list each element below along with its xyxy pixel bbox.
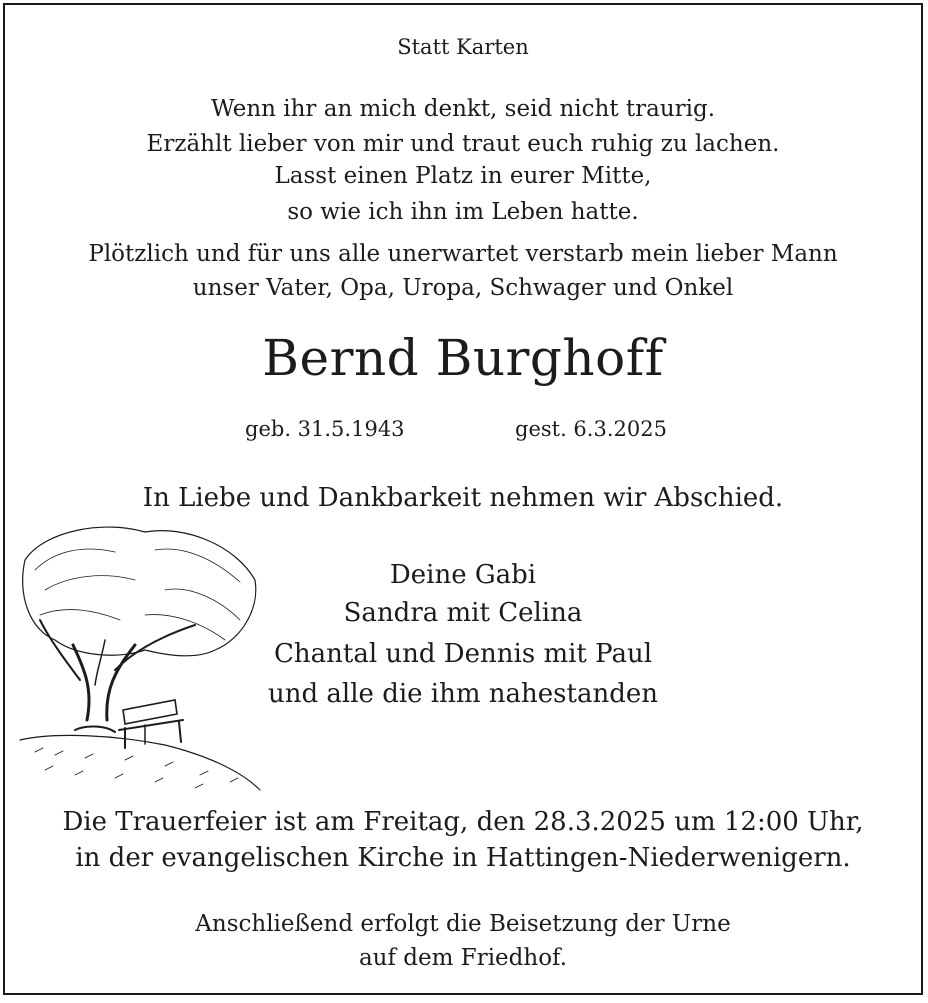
birth-date: geb. 31.5.1943 [245,417,405,441]
mourner-line-3: Chantal und Dennis mit Paul [273,639,653,669]
ceremony-line-1: Die Trauerfeier ist am Freitag, den 28.3.2025 um 12:00 Uhr, [62,807,864,837]
announcement-line-2: unser Vater, Opa, Uropa, Schwager und Onkel [192,275,734,301]
poem-line-3: Lasst einen Platz in eurer Mitte, [274,163,652,189]
mourner-line-4: und alle die ihm nahestanden [268,679,658,709]
farewell-text: In Liebe und Dankbarkeit nehmen wir Abschied. [142,483,784,513]
deceased-name: Bernd Burghoff [262,329,664,387]
poem-line-1: Wenn ihr an mich denkt, seid nicht traurig. [210,96,716,122]
poem-line-2: Erzählt lieber von mir und traut euch ruhig zu lachen. [146,131,780,157]
burial-line-2: auf dem Friedhof. [358,945,568,971]
death-date: gest. 6.3.2025 [515,417,667,441]
mourner-line-2: Sandra mit Celina [343,598,583,628]
ceremony-line-2: in der evangelischen Kirche in Hattingen-Niederwenigern. [75,843,851,873]
burial-line-1: Anschließend erfolgt die Beisetzung der Urne [195,911,731,937]
poem-line-4: so wie ich ihn im Leben hatte. [287,199,639,225]
statt-karten-label: Statt Karten [397,35,529,59]
obituary-notice [3,3,923,995]
announcement-line-1: Plötzlich und für uns alle unerwartet verstarb mein lieber Mann [88,241,838,267]
mourner-line-1: Deine Gabi [389,560,537,590]
